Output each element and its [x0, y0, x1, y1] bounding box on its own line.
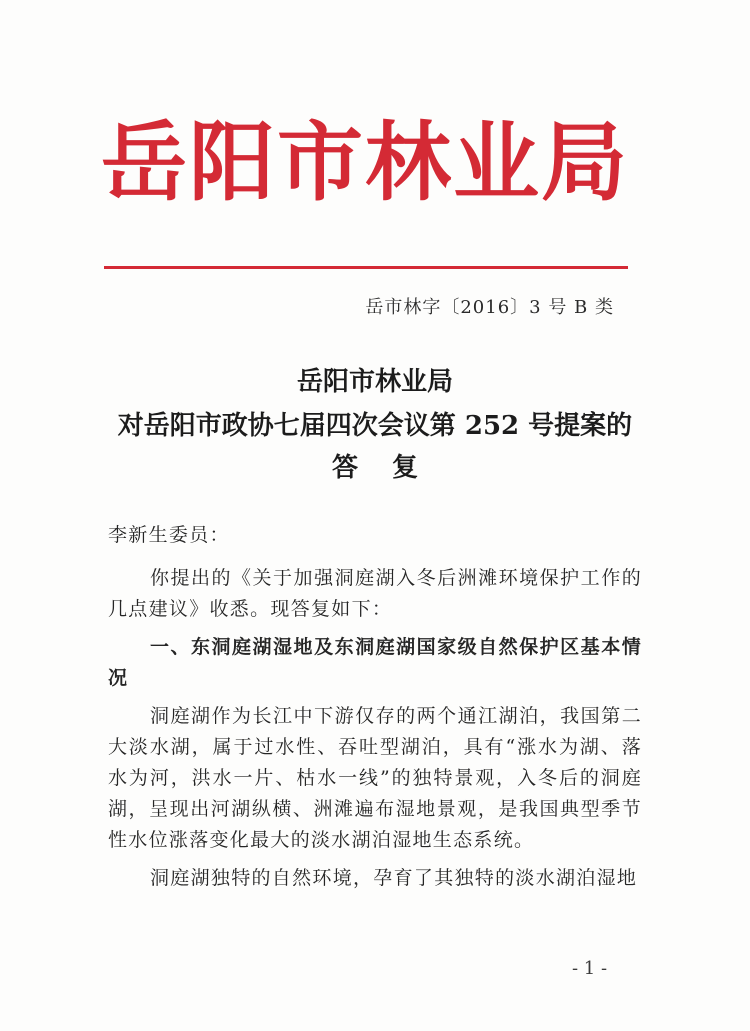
red-divider-rule — [104, 266, 628, 269]
masthead-title: 岳阳市林业局 — [101, 112, 629, 213]
page-number: - 1 - — [572, 958, 608, 979]
paragraph-dongting-environment: 洞庭湖独特的自然环境，孕育了其独特的淡水湖泊湿地 — [150, 867, 638, 889]
document-number: 岳市林字〔2016〕3 号 B 类 — [365, 297, 614, 318]
document-body — [108, 520, 642, 901]
reply-title-line-1: 岳阳市林业局 — [296, 367, 453, 397]
paragraph-dongting-overview: 洞庭湖作为长江中下游仅存的两个通江湖泊，我国第二大淡水湖，属于过水性、吞吐型湖泊，具有“涨水为湖、落水为河，洪水一片、枯水一线”的独特景观，入冬后的洞庭湖，呈现出河湖纵横、洲滩遍布湿地景观，是我国典型季节性水位涨落变化最大的淡水湖泊湿地生态系统。 — [108, 705, 642, 851]
section-heading-1: 一、东洞庭湖湿地及东洞庭湖国家级自然保护区基本情况 — [108, 636, 642, 689]
reply-title-line-2: 对岳阳市政协七届四次会议第 252 号提案的 — [117, 411, 633, 441]
reply-title-line-3: 答复 — [331, 453, 452, 483]
paragraph-acknowledgement: 你提出的《关于加强洞庭湖入冬后洲滩环境保护工作的几点建议》收悉。现答复如下： — [108, 567, 642, 620]
salutation: 李新生委员： — [108, 524, 230, 546]
